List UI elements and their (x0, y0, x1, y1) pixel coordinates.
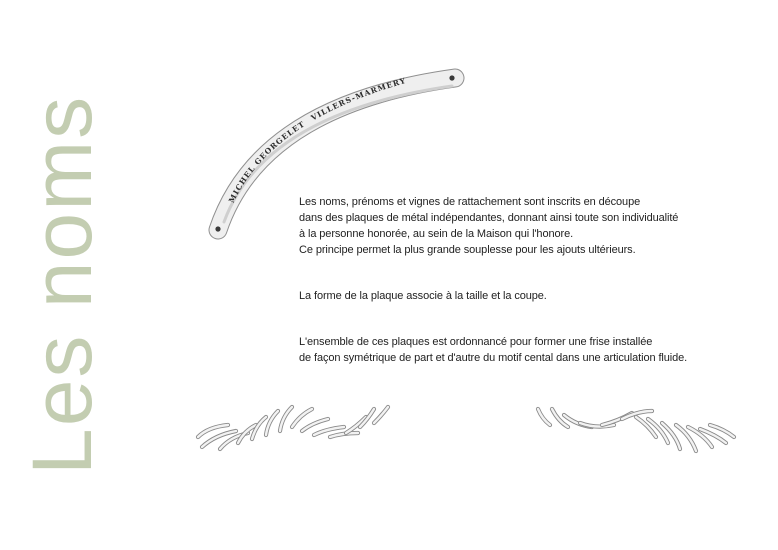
frieze-left (190, 395, 400, 455)
plaque-village-text: VILLERS-MARMERY (309, 75, 408, 123)
frieze-right (528, 395, 738, 465)
paragraph-frieze: L'ensemble de ces plaques est ordonnancé pour former une frise installée de façon symétrique de part et d'autre du motif cental dans une articulation fluide. (299, 336, 688, 364)
description-text (299, 194, 739, 366)
plaque-hole-right (449, 75, 454, 80)
page-title: Les noms (15, 94, 109, 475)
plaque-hole-left (215, 226, 220, 231)
paragraph-shape: La forme de la plaque associe à la taille et la coupe. (299, 290, 547, 302)
paragraph-names: Les noms, prénoms et vignes de rattachement sont inscrits en découpe dans des plaques de métal indépendantes, donnant ainsi toute son individualité à la personne honorée, au sein de la Maison qui l'honore. Ce principe permet la plus grande souplesse pour les ajouts ultérieurs. (299, 196, 679, 256)
plaque-name-text: MICHEL GEORGELET (226, 119, 307, 205)
frieze-plaque (374, 407, 388, 423)
